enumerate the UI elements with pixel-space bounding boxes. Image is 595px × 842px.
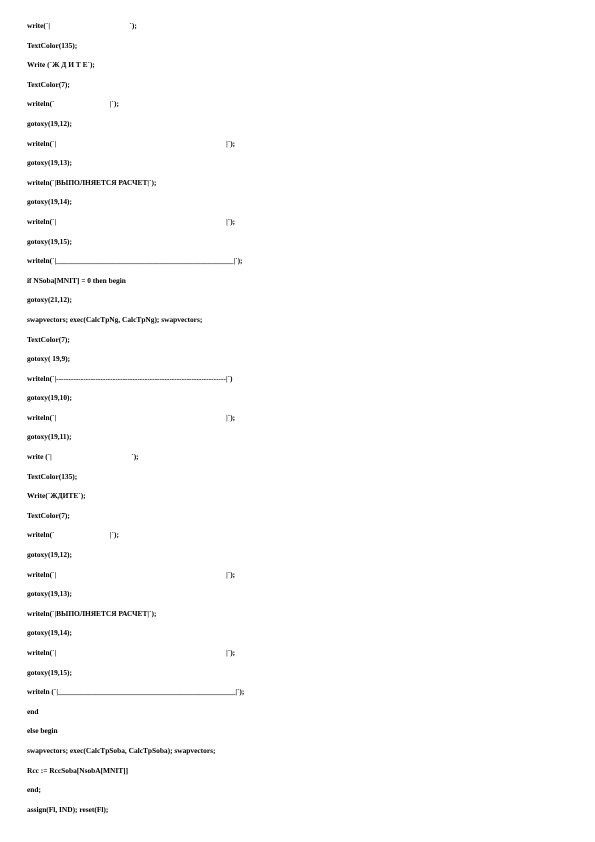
code-line: writeln (`|________________________________________________|`); xyxy=(27,687,245,697)
code-line: TextColor(7); xyxy=(27,334,70,344)
code-line: gotoxy(19,12); xyxy=(27,550,72,560)
code-line: gotoxy(19,10); xyxy=(27,393,72,403)
code-line: if NSoba[MNIT] = 0 then begin xyxy=(27,275,126,285)
code-line: Rcc := RccSoba[NsobA[MNIT]] xyxy=(27,765,129,775)
code-line: gotoxy(19,15); xyxy=(27,236,72,246)
code-line: gotoxy(19,13); xyxy=(27,158,72,168)
code-line: gotoxy(19,11); xyxy=(27,432,72,442)
code-line: writeln(`| |`); xyxy=(27,412,236,422)
code-line: gotoxy(19,15); xyxy=(27,667,72,677)
code-line: writeln(`| |`); xyxy=(27,569,236,579)
code-line: TextColor(7); xyxy=(27,510,70,520)
code-line: else begin xyxy=(27,726,58,736)
code-line: swapvectors; exec(CalcTpNg, CalcTpNg); swapvectors; xyxy=(27,314,203,324)
code-line: TextColor(135); xyxy=(27,40,78,50)
code-line: gotoxy(19,14); xyxy=(27,628,72,638)
code-line: swapvectors; exec(CalcTpSoba, CalcTpSoba); swapvectors; xyxy=(27,745,216,755)
code-line: writeln(`|ВЫПОЛНЯЕТСЯ РАСЧЕТ|`); xyxy=(27,608,157,618)
code-line: gotoxy(19,14); xyxy=(27,197,72,207)
code-line: writeln(`|---------------------------------------------------------------------|`) xyxy=(27,373,233,383)
code-line: write(`| `); xyxy=(27,21,137,30)
code-listing xyxy=(27,16,244,819)
code-line: writeln(` |`); xyxy=(27,530,119,540)
code-line: gotoxy( 19,9); xyxy=(27,354,71,364)
code-line: Write (`Ж Д И Т Е`); xyxy=(27,60,95,70)
code-line: writeln(`| |`); xyxy=(27,138,236,148)
code-line: writeln(`| |`); xyxy=(27,648,236,657)
code-line: gotoxy(19,13); xyxy=(27,589,72,599)
code-line: TextColor(135); xyxy=(27,471,78,481)
code-line: writeln(`|ВЫПОЛНЯЕТСЯ РАСЧЕТ|`); xyxy=(27,177,157,187)
code-line: write (`| `); xyxy=(27,452,139,462)
code-line: end xyxy=(27,706,39,716)
code-line: writeln(`|________________________________________________|`); xyxy=(27,256,243,266)
code-line: Write(`ЖДИТЕ`); xyxy=(27,491,86,501)
code-line: TextColor(7); xyxy=(27,79,70,89)
code-line: gotoxy(21,12); xyxy=(27,295,72,305)
code-line: assign(Fl, IND); reset(Fl); xyxy=(27,804,109,814)
code-line: writeln(` |`); xyxy=(27,99,119,109)
code-line: writeln(`| |`); xyxy=(27,216,236,226)
code-line: end; xyxy=(27,785,41,795)
code-line: gotoxy(19,12); xyxy=(27,118,72,128)
